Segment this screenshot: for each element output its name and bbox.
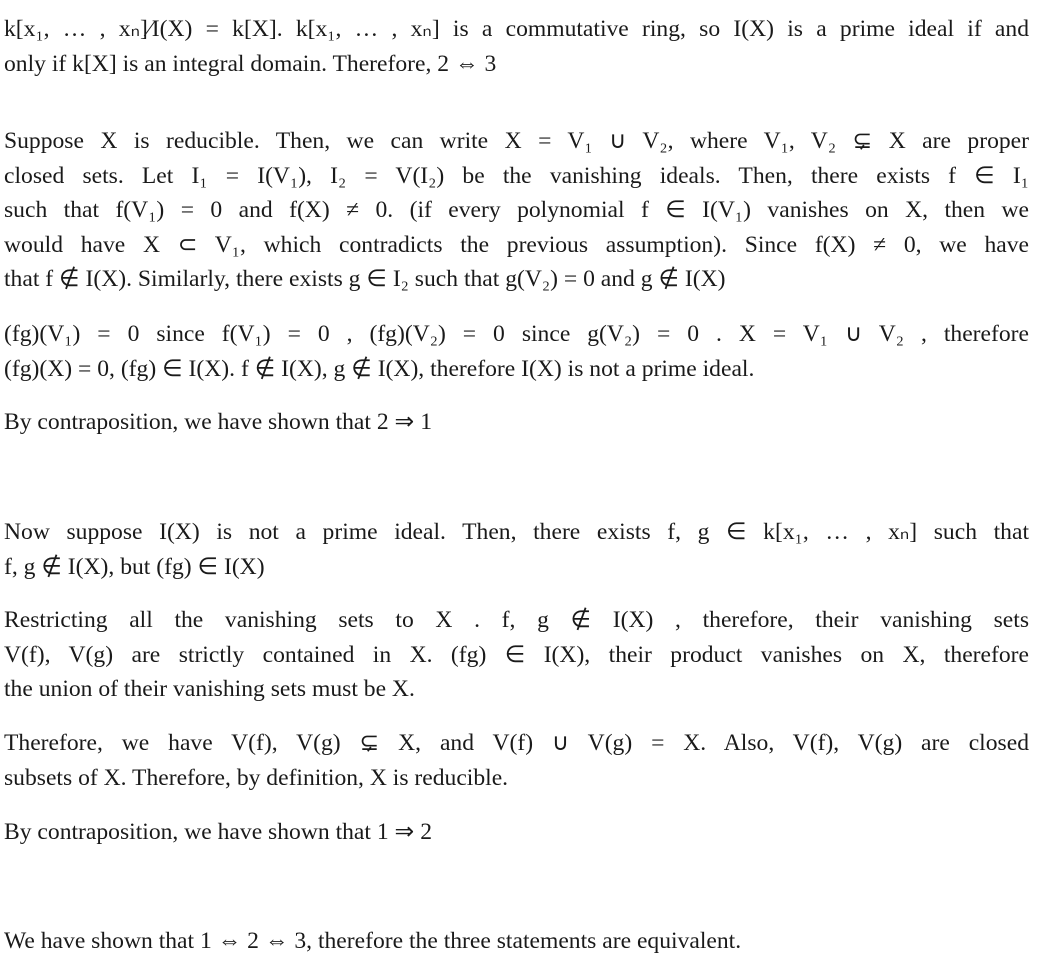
text-line: f, g ∉ I(X), but (fg) ∈ I(X) [4, 553, 265, 580]
paragraph-contraposition-1-2 [4, 815, 1029, 850]
text-line: that f ∉ I(X). Similarly, there exists g ∈ I₂ such that g(V₂) = 0 and g ∉ I(X) [4, 266, 726, 292]
paragraph-product-vanishes [4, 317, 1029, 386]
text-line: subsets of X. Therefore, by definition, X is reducible. [4, 764, 509, 791]
text-line: (fg)(X) = 0, (fg) ∈ I(X). f ∉ I(X), g ∉ I(X), therefore I(X) is not a prime ideal. [4, 355, 755, 382]
text-line: k[x₁, … , xₙ]∕I(X) = k[X]. k[x₁, … , xₙ] is a commutative ring, so I(X) is a prime ideal if and [4, 16, 1029, 42]
paragraph-conclusion [4, 924, 1029, 959]
text-line: only if k[X] is an integral domain. Therefore, 2 ⇔ 3 [4, 50, 497, 77]
text-line: (fg)(V₁) = 0 since f(V₁) = 0 , (fg)(V₂) = 0 since g(V₂) = 0 . X = V₁ ∪ V₂ , therefore [4, 321, 1029, 347]
text-line: V(f), V(g) are strictly contained in X. (fg) ∈ I(X), their product vanishes on X, therefore [4, 641, 1029, 668]
paragraph-reducible-case [4, 124, 1029, 297]
paragraph-contraposition-2-1 [4, 405, 1029, 440]
text-line: such that f(V₁) = 0 and f(X) ≠ 0. (if every polynomial f ∈ I(V₁) vanishes on X, then we [4, 197, 1029, 223]
text-line: Suppose X is reducible. Then, we can write X = V₁ ∪ V₂, where V₁, V₂ ⊊ X are proper [4, 128, 1029, 154]
text-line: would have X ⊂ V₁, which contradicts the previous assumption). Since f(X) ≠ 0, we have [4, 231, 1029, 258]
text-line: Now suppose I(X) is not a prime ideal. Then, there exists f, g ∈ k[x₁, … , xₙ] such that [4, 519, 1029, 545]
text-line: Restricting all the vanishing sets to X . f, g ∉ I(X) , therefore, their vanishing sets [4, 607, 1029, 633]
paragraph-quotient-ring [4, 12, 1029, 81]
text-line: the union of their vanishing sets must be X. [4, 676, 415, 702]
text-line: closed sets. Let I₁ = I(V₁), I₂ = V(I₂) be the vanishing ideals. Then, there exists f ∈ I₁ [4, 162, 1029, 189]
paragraph-restricting [4, 603, 1029, 707]
paragraph-closed-subsets [4, 726, 1029, 795]
text-line: Therefore, we have V(f), V(g) ⊊ X, and V(f) ∪ V(g) = X. Also, V(f), V(g) are closed [4, 730, 1029, 756]
text-line: By contraposition, we have shown that 1 ⇒ 2 [4, 819, 433, 845]
text-line: We have shown that 1 ⇔ 2 ⇔ 3, therefore the three statements are equivalent. [4, 928, 742, 954]
paragraph-not-prime-case [4, 515, 1029, 584]
text-line: By contraposition, we have shown that 2 ⇒ 1 [4, 409, 433, 435]
